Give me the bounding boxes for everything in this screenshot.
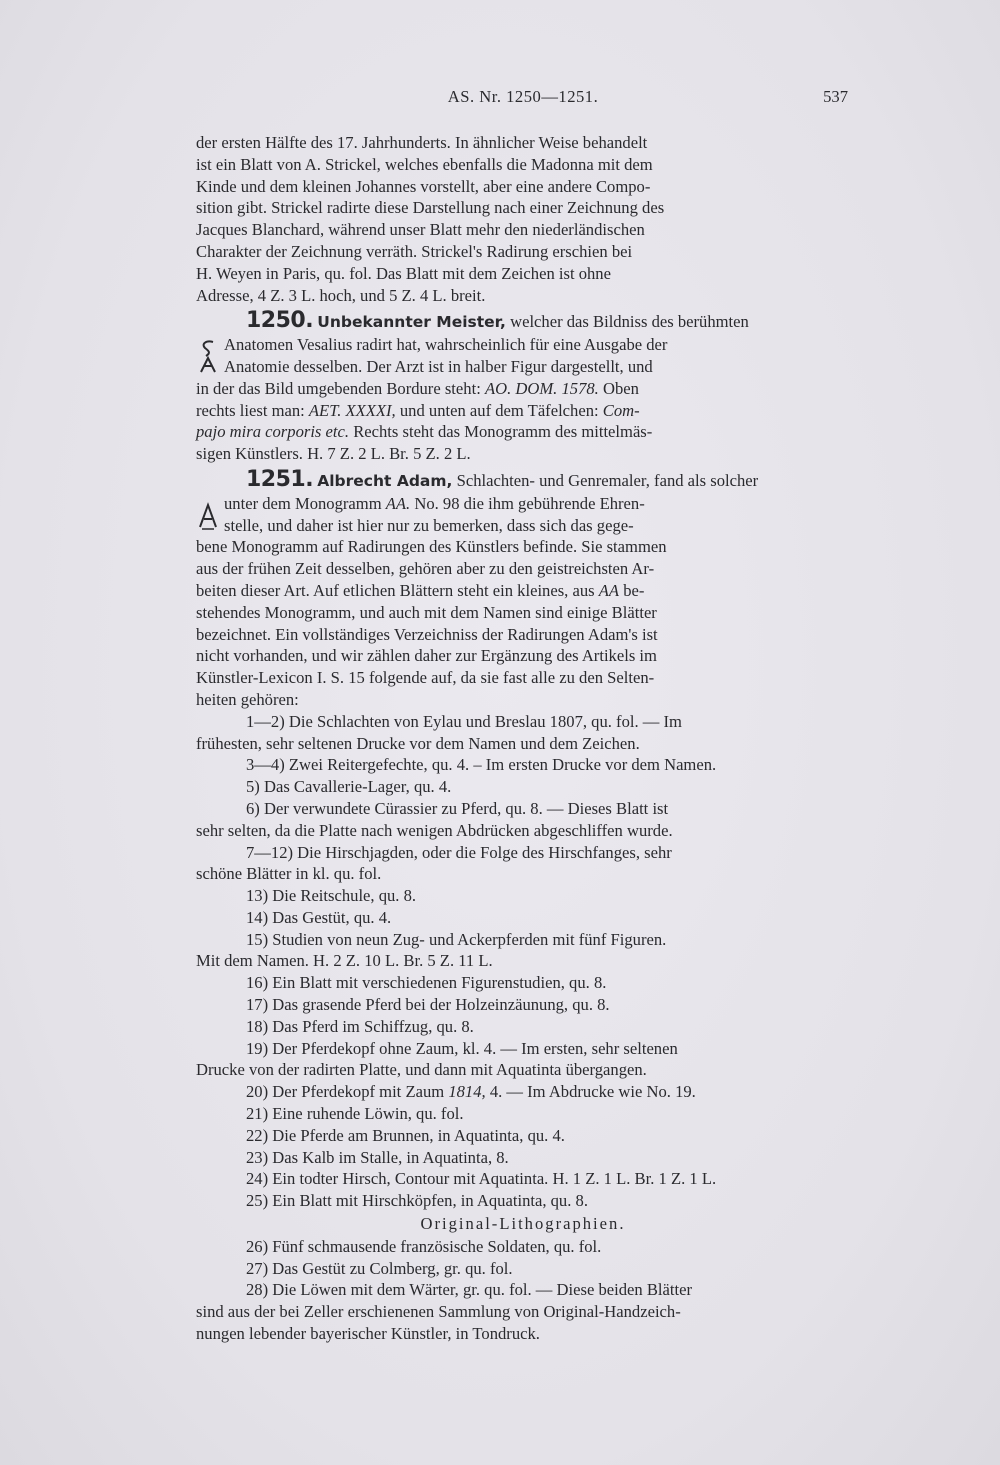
text-line: stelle, und daher ist hier nur zu bemerken, dass sich das gege- <box>224 515 634 535</box>
text-line: nungen lebender bayerischer Künstler, in Tondruck. <box>196 1324 540 1344</box>
list-item: 17) Das grasende Pferd bei der Holzeinzäunung, qu. 8. <box>246 995 610 1015</box>
list-item <box>196 929 850 973</box>
monogram-icon <box>196 497 220 533</box>
text-line: Adresse, 4 Z. 3 L. hoch, und 5 Z. 4 L. breit. <box>196 285 486 305</box>
text-line <box>196 400 850 422</box>
text-run: Schlachten- und Genremaler, fand als solcher <box>456 470 759 490</box>
text-run: Rechts steht das Monogramm des mittelmäs- <box>353 422 653 442</box>
text-line: der ersten Hälfte des 17. Jahrhunderts. In ähnlicher Weise behandelt <box>196 133 648 152</box>
entry-number: 1251. <box>246 466 314 492</box>
entry-heading-line <box>196 466 850 493</box>
text-run: be- <box>623 580 645 600</box>
monogram-block <box>196 334 850 378</box>
inscription: 1814, <box>448 1082 486 1102</box>
text-run: 4. — Im Abdrucke wie No. 19. <box>489 1082 696 1102</box>
list-item <box>196 842 850 886</box>
list-item: 23) Das Kalb im Stalle, in Aquatinta, 8. <box>246 1147 509 1167</box>
entry-heading-line <box>196 310 850 334</box>
text-line: schöne Blätter in kl. qu. fol. <box>196 864 382 884</box>
text-line: 7—12) Die Hirschjagden, oder die Folge des Hirschfanges, sehr <box>246 842 672 862</box>
list-item: 16) Ein Blatt mit verschiedenen Figurenstudien, qu. 8. <box>246 973 607 993</box>
text-line: Charakter der Zeichnung verräth. Strickel's Radirung erschien bei <box>196 241 633 261</box>
text-run: No. 98 die ihm gebührende Ehren- <box>414 493 645 513</box>
text-run: und unten auf dem Täfelchen: <box>399 400 599 420</box>
artist-name: Unbekannter Meister, <box>317 313 506 332</box>
list-item: 24) Ein todter Hirsch, Contour mit Aquatinta. H. 1 Z. 1 L. Br. 1 Z. 1 L. <box>246 1169 717 1189</box>
text-line: sind aus der bei Zeller erschienenen Sammlung von Original-Handzeich- <box>196 1302 681 1322</box>
inscription: pajo mira corporis etc. <box>196 422 350 442</box>
text-run: 20) Der Pferdekopf mit Zaum <box>246 1082 445 1102</box>
inscription: AET. XXXXI, <box>308 400 396 420</box>
text-line: stehendes Monogramm, und auch mit dem Namen sind einige Blätter <box>196 602 657 622</box>
text-line: nicht vorhanden, und wir zählen daher zur Ergänzung des Artikels im <box>196 646 657 666</box>
artist-name: Albrecht Adam, <box>317 471 453 490</box>
text-line <box>196 378 850 400</box>
text-line: 19) Der Pferdekopf ohne Zaum, kl. 4. — Im ersten, sehr seltenen <box>246 1038 678 1058</box>
monogram-icon <box>196 338 220 374</box>
list-item: 26) Fünf schmausende französische Soldaten, qu. fol. <box>246 1236 602 1256</box>
text-line: 28) Die Löwen mit dem Wärter, gr. qu. fol. — Diese beiden Blätter <box>246 1280 693 1300</box>
page-content <box>196 86 850 1345</box>
list-item: 13) Die Reitschule, qu. 8. <box>246 886 417 906</box>
list-item: 18) Das Pferd im Schiffzug, qu. 8. <box>246 1016 474 1036</box>
text-line: 6) Der verwundete Cürassier zu Pferd, qu. 8. — Dieses Blatt ist <box>246 798 669 818</box>
text-line: ist ein Blatt von A. Strickel, welches ebenfalls die Madonna mit dem <box>196 154 653 174</box>
text-line: 1—2) Die Schlachten von Eylau und Breslau 1807, qu. fol. — Im <box>246 711 682 731</box>
text-line: 15) Studien von neun Zug- und Ackerpferden mit fünf Figuren. <box>246 929 667 949</box>
list-item <box>196 1279 850 1344</box>
entry-1250 <box>196 310 850 465</box>
list-item: 25) Ein Blatt mit Hirschköpfen, in Aquatinta, qu. 8. <box>246 1191 588 1211</box>
text-line <box>196 580 850 602</box>
entry-number: 1250. <box>246 308 314 334</box>
page-number: 537 <box>823 87 848 106</box>
text-run: Oben <box>602 378 639 398</box>
text-run: welcher das Bildniss des berühmten <box>510 312 749 332</box>
text-line: bene Monogramm auf Radirungen des Künstlers befinde. Sie stammen <box>196 537 667 557</box>
list-item: 21) Eine ruhende Löwin, qu. fol. <box>246 1104 464 1124</box>
text-line: Anatomen Vesalius radirt hat, wahrscheinlich für eine Ausgabe der <box>224 335 668 355</box>
text-run: in der das Bild umgebenden Bordure steht: <box>196 378 481 398</box>
text-line: Mit dem Namen. H. 2 Z. 10 L. Br. 5 Z. 11 L. <box>196 951 493 971</box>
list-item: 14) Das Gestüt, qu. 4. <box>246 907 392 927</box>
list-item <box>196 1038 850 1082</box>
text-line: sehr selten, da die Platte nach wenigen Abdrücken abgeschliffen wurde. <box>196 820 673 840</box>
running-header <box>196 86 850 116</box>
inscription: AO. DOM. 1578. <box>484 378 599 398</box>
inscription: AA <box>598 580 620 600</box>
inscription: AA. <box>385 493 411 513</box>
monogram-block <box>196 493 850 537</box>
list-item: 5) Das Cavallerie-Lager, qu. 4. <box>246 777 452 797</box>
text-run: beiten dieser Art. Auf etlichen Blättern steht ein kleines, aus <box>196 580 595 600</box>
header-title: AS. Nr. 1250—1251. <box>447 87 599 106</box>
text-line: sigen Künstlers. H. 7 Z. 2 L. Br. 5 Z. 2 L. <box>196 444 471 464</box>
text-line: frühesten, sehr seltenen Drucke vor dem Namen und dem Zeichen. <box>196 733 640 753</box>
list-item <box>196 1081 850 1103</box>
text-line: Künstler-Lexicon I. S. 15 folgende auf, da sie fast alle zu den Selten- <box>196 668 655 688</box>
text-line: Jacques Blanchard, während unser Blatt mehr den niederländischen <box>196 220 645 240</box>
text-line: Drucke von der radirten Platte, und dann mit Aquatinta übergangen. <box>196 1060 647 1080</box>
text-line: Kinde und dem kleinen Johannes vorstellt, aber eine andere Compo- <box>196 176 651 196</box>
text-line: bezeichnet. Ein vollständiges Verzeichniss der Radirungen Adam's ist <box>196 624 658 644</box>
text-line: sition gibt. Strickel radirte diese Darstellung nach einer Zeichnung des <box>196 198 665 218</box>
text-line <box>224 493 850 515</box>
list-item: 22) Die Pferde am Brunnen, in Aquatinta, qu. 4. <box>246 1125 565 1145</box>
text-line: H. Weyen in Paris, qu. fol. Das Blatt mit dem Zeichen ist ohne <box>196 263 611 283</box>
works-list <box>196 711 850 1345</box>
text-line: aus der frühen Zeit desselben, gehören aber zu den geistreichsten Ar- <box>196 559 655 579</box>
text-run: rechts liest man: <box>196 400 305 420</box>
inscription: Com- <box>602 400 640 420</box>
entry-1251 <box>196 466 850 711</box>
list-item <box>196 798 850 842</box>
list-item: 3—4) Zwei Reitergefechte, qu. 4. – Im ersten Drucke vor dem Namen. <box>246 755 717 775</box>
text-line: Anatomie desselben. Der Arzt ist in halber Figur dargestellt, und <box>224 356 653 376</box>
text-line: heiten gehören: <box>196 689 299 709</box>
intro-paragraph <box>196 132 850 306</box>
text-run: unter dem Monogramm <box>224 493 382 513</box>
section-heading: Original-Lithographien. <box>420 1214 626 1234</box>
list-item <box>196 711 850 755</box>
list-item: 27) Das Gestüt zu Colmberg, gr. qu. fol. <box>246 1258 513 1278</box>
text-line <box>196 421 850 443</box>
